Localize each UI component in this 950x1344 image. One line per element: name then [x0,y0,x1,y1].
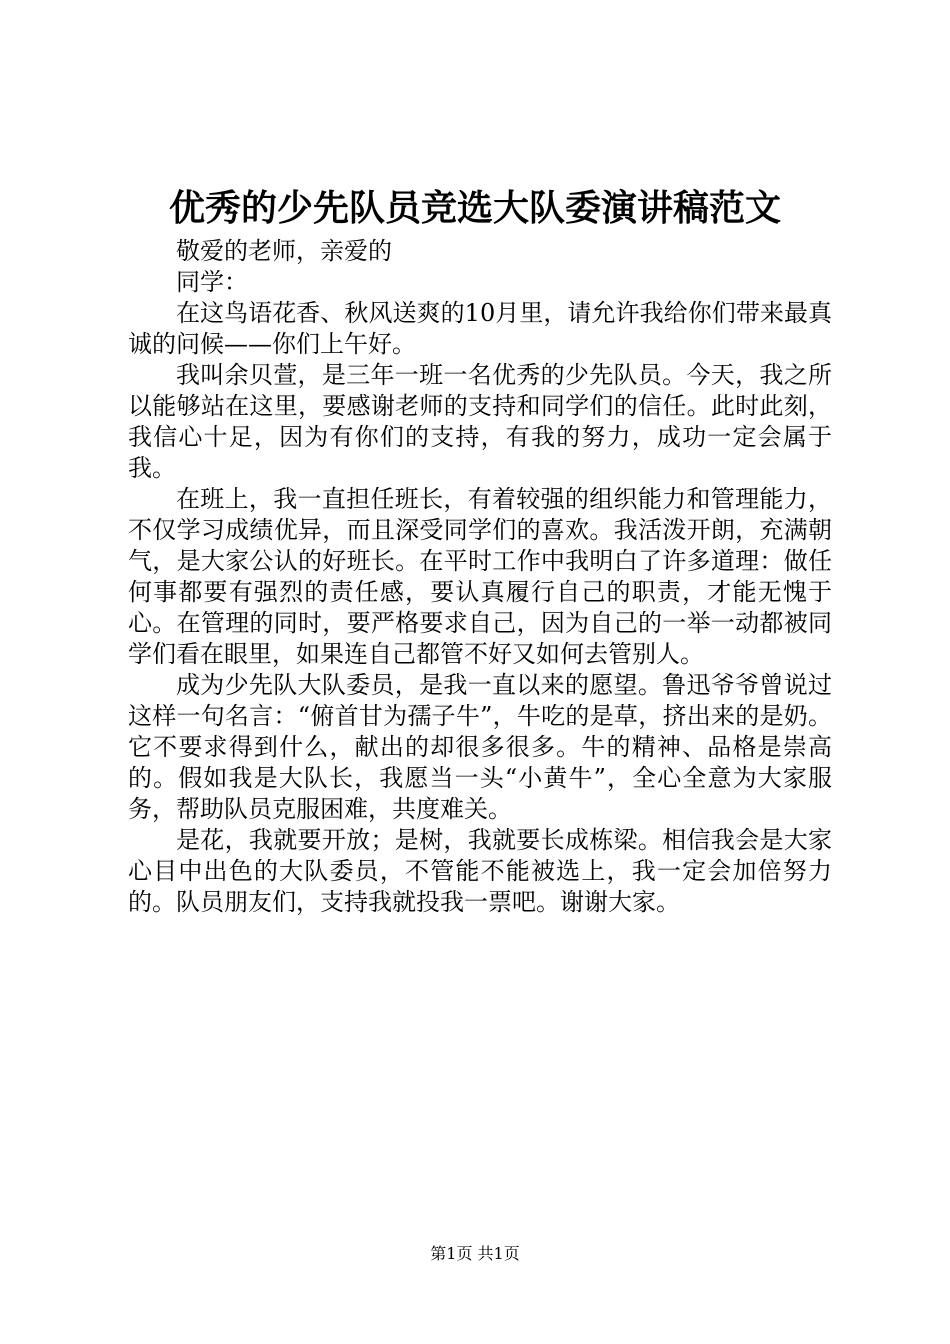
paragraph-closing: 是花，我就要开放；是树，我就要长成栋梁。相信我会是大家心目中出色的大队委员，不管能不能被选上，我一定会加倍努力的。队员朋友们，支持我就投我一票吧。谢谢大家。 [128,826,832,916]
salutation-line-1: 敬爱的老师，亲爱的 [176,237,392,265]
document-title: 优秀的少先队员竞选大队委演讲稿范文 [168,187,781,229]
page-footer: 第1页 共1页 [430,1244,520,1263]
paragraph-class-monitor: 在班上，我一直担任班长，有着较强的组织能力和管理能力，不仅学习成绩优异，而且深受同学们的喜欢。我活泼开朗，充满朝气，是大家公认的好班长。在平时工作中我明白了许多道理：做任何事都要有强烈的责任感，要认真履行自己的职责，才能无愧于心。在管理的同时，要严格要求自己，因为自己的一举一动都被同学们看在眼里，如果连自己都管不好又如何去管别人。 [128,485,832,668]
document-body [128,236,832,918]
paragraph-greeting: 在这鸟语花香、秋风送爽的10月里，请允许我给你们带来最真诚的问候——你们上午好。 [128,299,832,358]
paragraph-introduction: 我叫余贝萱，是三年一班一名优秀的少先队员。今天，我之所以能够站在这里，要感谢老师的支持和同学们的信任。此时此刻，我信心十足，因为有你们的支持，有我的努力，成功一定会属于我。 [128,361,832,482]
paragraph-aspiration: 成为少先队大队委员，是我一直以来的愿望。鲁迅爷爷曾说过这样一句名言：“俯首甘为孺子牛”，牛吃的是草，挤出来的是奶。它不要求得到什么，献出的却很多很多。牛的精神、品格是崇高的。假如我是大队长，我愿当一头“小黄牛”，全心全意为大家服务，帮助队员克服困难，共度难关。 [128,671,832,823]
salutation-line-2: 同学： [176,268,248,296]
